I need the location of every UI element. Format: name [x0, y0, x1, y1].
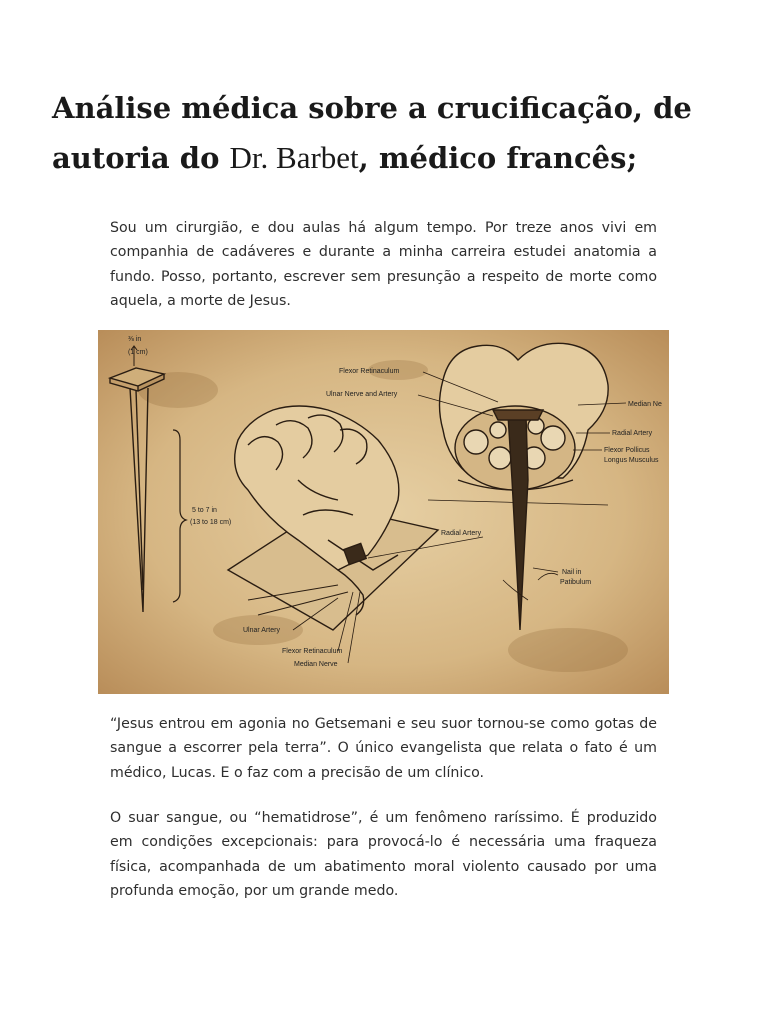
label-radial-artery-mid: Radial Artery [441, 530, 482, 537]
label-nail-length: 5 to 7 in [192, 507, 217, 514]
title-part-3: , médico francês; [358, 141, 638, 175]
label-nail-head-cm: (1 cm) [128, 349, 148, 356]
label-nail-in-2: Patibulum [560, 579, 592, 586]
label-nail-length-cm: (13 to 18 cm) [190, 519, 232, 526]
label-flexor-pollicus-2: Longus Musculus [604, 457, 659, 464]
label-nail-head: ⅜ in [128, 336, 142, 343]
label-flexor-pollicus-1: Flexor Pollicus [604, 447, 650, 454]
label-median-nerve-bottom: Median Nerve [294, 661, 338, 668]
crucifixion-anatomy-figure [98, 330, 669, 694]
label-ulnar-nerve-artery: Ulnar Nerve and Artery [326, 391, 398, 398]
paragraph-hematidrosis: O suar sangue, ou “hematidrose”, é um fenômeno raríssimo. É produzido em condições excepcionais: para provocá-lo é necessária uma fraqueza física, acompanhada de um abatimento moral violento causado por uma profunda emoção, por um grande medo. [110, 810, 657, 900]
label-median-nerve-right: Median Ne [628, 401, 662, 408]
title-part-2: Dr. Barbet [229, 140, 359, 175]
page-title [52, 84, 732, 183]
label-flexor-retinaculum-top: Flexor Retinaculum [339, 368, 400, 375]
anatomy-illustration [98, 330, 669, 694]
label-flexor-retinaculum-bottom: Flexor Retinaculum [282, 648, 343, 655]
paragraph-intro: Sou um cirurgião, e dou aulas há algum tempo. Por treze anos vivi em companhia de cadáveres e durante a minha carreira estudei anatomia a fundo. Posso, portanto, escrever sem presunção a respeito de morte como aquela, a morte de Jesus. [110, 220, 657, 310]
label-nail-in-1: Nail in [562, 569, 582, 576]
title-part-1: Análise médica sobre a crucificação, de autoria do [52, 91, 692, 175]
paragraph-gethsemane: “Jesus entrou em agonia no Getsemani e seu suor tornou-se como gotas de sangue a escorrer pela terra”. O único evangelista que relata o fato é um médico, Lucas. E o faz com a precisão de um clínico. [110, 716, 657, 781]
label-ulnar-artery: Ulnar Artery [243, 627, 280, 634]
label-radial-artery-right: Radial Artery [612, 430, 653, 437]
